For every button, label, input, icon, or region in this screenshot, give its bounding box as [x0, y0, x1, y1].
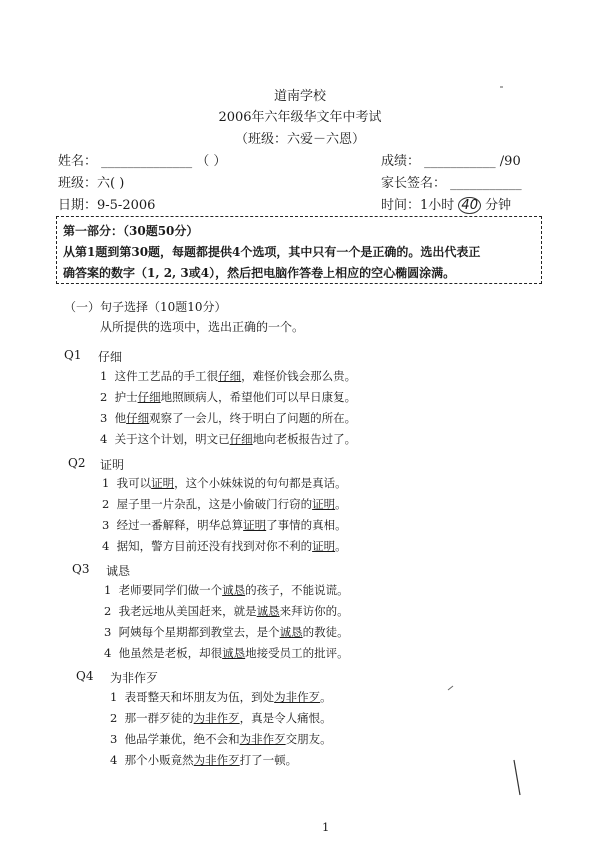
- q2-number: Q2: [68, 456, 86, 470]
- part1-heading: 第一部分：（30题50分）: [63, 224, 199, 238]
- stray-pen-mark: [514, 760, 520, 795]
- q1-option-1: 1 这件工艺品的手工很仔细，难怪价钱会那么贵。: [100, 369, 357, 383]
- time-label: 时间：1小时: [381, 198, 455, 213]
- parent-label: 家长签名：: [381, 176, 447, 191]
- section-a-title: （一）句子选择（10题10分）: [64, 300, 227, 314]
- part1-instruction-line2: 确答案的数字（1, 2, 3或4），然后把电脑作答卷上相应的空心椭圆涂满。: [63, 266, 456, 280]
- q3-option-4: 4 他虽然是老板，却很诚恳地接受员工的批评。: [104, 646, 349, 660]
- q2-option-3: 3 经过一番解释，明华总算证明了事情的真相。: [102, 518, 347, 532]
- q2-word: 证明: [100, 458, 125, 472]
- exam-title: 2006年六年级华文年中考试: [218, 110, 382, 125]
- q4-word: 为非作歹: [110, 671, 159, 685]
- q1-option-2: 2 护士仔细地照顾病人，希望他们可以早日康复。: [100, 390, 357, 404]
- q2-option-1: 1 我可以证明，这个小妹妹说的句句都是真话。: [102, 476, 347, 490]
- q1-word: 仔细: [98, 350, 123, 364]
- score-total: /90: [499, 154, 521, 169]
- q4-option-3: 3 他品学兼优，绝不会和为非作歹交朋友。: [110, 732, 332, 746]
- q3-option-1: 1 老师要同学们做一个诚恳的孩子，不能说谎。: [104, 583, 349, 597]
- name-paren: （ ）: [196, 154, 227, 169]
- school-name: 道南学校: [273, 89, 326, 104]
- q4-option-2: 2 那一群歹徒的为非作歹，真是令人痛恨。: [110, 711, 332, 725]
- q4-option-4: 4 那个小贩竟然为非作歹打了一顿。: [110, 753, 298, 767]
- q3-word: 诚恳: [106, 564, 131, 578]
- page-number: 1: [322, 820, 330, 834]
- exam-classes: （班级：六爱－六恩）: [234, 132, 365, 147]
- name-blank: ______________: [101, 154, 193, 169]
- score-label: 成绩：: [381, 154, 421, 169]
- q3-option-3: 3 阿姨每个星期都到教堂去，是个诚恳的教徒。: [104, 625, 349, 639]
- q1-number: Q1: [64, 348, 82, 362]
- q3-number: Q3: [72, 562, 90, 576]
- q3-option-2: 2 我老远地从美国赶来，就是诚恳来拜访你的。: [104, 604, 349, 618]
- q1-option-3: 3 他仔细观察了一会儿，终于明白了问题的所在。: [100, 411, 357, 425]
- section-a-instruction: 从所提供的选项中，选出正确的一个。: [100, 320, 305, 334]
- date-field: 日期：9-5-2006: [58, 198, 156, 213]
- q2-option-2: 2 屋子里一片杂乱，这是小偷破门行窃的证明。: [102, 497, 347, 511]
- stray-tick-mark: [448, 686, 453, 690]
- time-handwritten: 40: [458, 197, 481, 214]
- q2-option-4: 4 据知，警方目前还没有找到对你不利的证明。: [102, 539, 347, 553]
- q4-option-1: 1 表哥整天和坏朋友为伍，到处为非作歹。: [110, 690, 332, 704]
- q4-number: Q4: [76, 669, 94, 683]
- score-blank: ___________: [424, 154, 496, 169]
- part1-instruction-line1: 从第1题到第30题，每题都提供4个选项，其中只有一个是正确的。选出代表正: [63, 245, 481, 259]
- time-unit: 分钟: [485, 198, 512, 213]
- name-label: 姓名：: [58, 154, 98, 169]
- q1-option-4: 4 关于这个计划，明文已仔细地向老板报告过了。: [100, 432, 357, 446]
- parent-blank: ___________: [450, 176, 522, 191]
- class-field: 班级：六( ): [58, 176, 125, 191]
